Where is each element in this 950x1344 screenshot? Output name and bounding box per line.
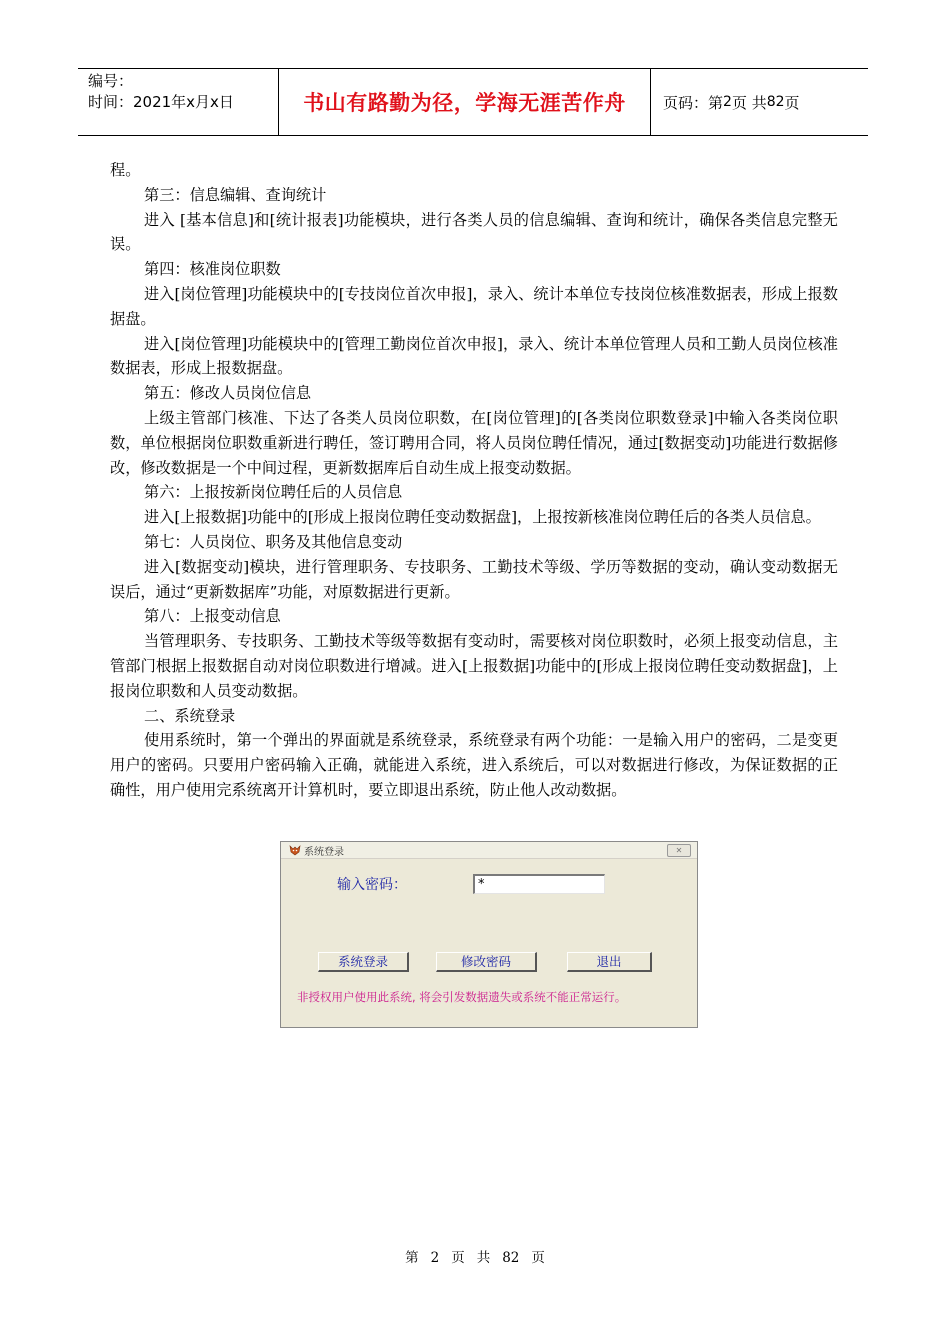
paragraph: 第六：上报按新岗位聘任后的人员信息 — [144, 483, 403, 502]
paragraph: 第七：人员岗位、职务及其他信息变动 — [144, 532, 403, 551]
paragraph: 第八：上报变动信息 — [144, 607, 281, 626]
paragraph: 二、系统登录 — [144, 706, 236, 725]
paragraph: 进入[上报数据]功能中的[形成上报岗位聘任变动数据盘]，上报按新核准岗位聘任后的各类人员信息。 — [144, 508, 821, 527]
paragraph: 第四：核准岗位职数 — [144, 260, 281, 279]
header-meta — [78, 69, 279, 135]
document-header — [78, 68, 868, 136]
paragraph: 进入[岗位管理]功能模块中的[管理工勤岗位首次申报]，录入、统计本单位管理人员和工勤人员岗位核准数据表，形成上报数据盘。 — [110, 334, 838, 378]
footer-mid1: 页 — [451, 1250, 465, 1266]
warning-text: 非授权用户使用此系统, 将会引发数据遗失或系统不能正常运行。 — [297, 990, 627, 1004]
page-mid: 页 共 — [731, 93, 767, 112]
dialog-titlebar — [281, 842, 697, 859]
paragraph: 第三：信息编辑、查询统计 — [144, 185, 327, 204]
paragraph: 进入[数据变动]模块，进行管理职务、专技职务、工勤技术等级、学历等数据的变动，确认变动数据无误后，通过“更新数据库”功能，对原数据进行更新。 — [110, 557, 838, 601]
footer-suffix: 页 — [531, 1250, 545, 1266]
footer-mid2: 共 — [476, 1250, 491, 1266]
page-label: 页码：第 — [663, 93, 724, 112]
login-dialog — [280, 841, 698, 1028]
paragraph: 当管理职务、专技职务、工勤技术等级等数据有变动时，需要核对岗位职数时，必须上报变动信息，主管部门根据上报数据自动对岗位职数进行增减。进入[上报数据]功能中的[形成上报岗位聘任变动数据盘]，上报岗位职数和人员变动数据。 — [110, 632, 838, 700]
footer-prefix: 第 — [405, 1250, 419, 1266]
paragraph: 进入 [基本信息]和[统计报表]功能模块，进行各类人员的信息编辑、查询和统计，确保各类信息完整无误。 — [110, 210, 838, 254]
paragraph: 第五：修改人员岗位信息 — [144, 384, 312, 403]
page-footer — [0, 1246, 950, 1266]
app-logo-icon — [289, 844, 301, 856]
close-icon[interactable]: ✕ — [667, 844, 691, 857]
footer-page: 2 — [430, 1250, 440, 1266]
header-page-info — [651, 69, 868, 135]
exit-button[interactable]: 退出 — [567, 952, 652, 972]
page-total: 82 — [766, 94, 785, 110]
change-password-button[interactable]: 修改密码 — [436, 952, 537, 972]
page-current: 2 — [723, 94, 732, 110]
number-label: 编号： — [88, 72, 134, 90]
paragraph: 使用系统时，第一个弹出的界面就是系统登录，系统登录有两个功能：一是输入用户的密码，二是变更用户的密码。只要用户密码输入正确，就能进入系统，进入系统后，可以对数据进行修改，为保证数据的正确性，用户使用完系统离开计算机时，要立即退出系统，防止他人改动数据。 — [110, 731, 838, 799]
dialog-title: 系统登录 — [304, 846, 344, 858]
page-end: 页 — [784, 93, 800, 112]
header-motto: 书山有路勤为径，学海无涯苦作舟 — [303, 91, 626, 115]
footer-total: 82 — [502, 1250, 520, 1266]
paragraph: 上级主管部门核准、下达了各类人员岗位职数，在[岗位管理]的[各类岗位职数登录]中输入各类岗位职数，单位根据岗位职数重新进行聘任，签订聘用合同，将人员岗位聘任情况，通过[数据变动]功能进行数据修改，修改数据是一个中间过程，更新数据库后自动生成上报变动数据。 — [110, 408, 838, 477]
login-button[interactable]: 系统登录 — [318, 952, 409, 972]
header-motto-cell — [279, 69, 651, 135]
paragraph: 进入[岗位管理]功能模块中的[专技岗位首次申报]，录入、统计本单位专技岗位核准数据表，形成上报数据盘。 — [110, 284, 838, 328]
paragraph: 程。 — [110, 161, 141, 179]
dialog-body — [287, 859, 691, 1022]
body-text — [110, 158, 838, 803]
password-input[interactable]: * — [473, 874, 605, 894]
password-label: 输入密码： — [337, 877, 407, 893]
time-label: 时间：2021年x月x日 — [88, 93, 234, 111]
